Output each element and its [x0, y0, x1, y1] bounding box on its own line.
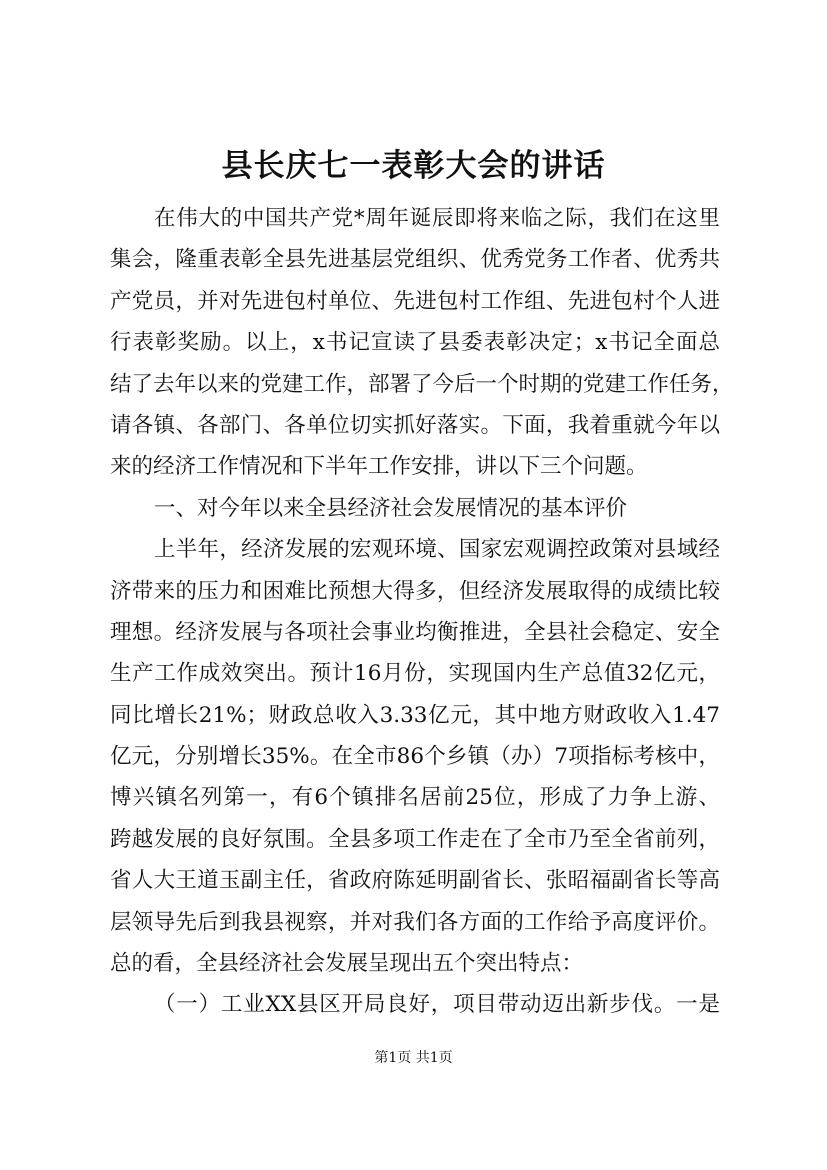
text-line: （一）工业XX县区开局良好，项目带动迈出新步伐。一是 [154, 992, 720, 1018]
text-line: 结了去年以来的党建工作，部署了今后一个时期的党建工作任务， [110, 371, 734, 397]
text-line: 来的经济工作情况和下半年工作安排，讲以下三个问题。 [110, 454, 648, 480]
text-line: 跨越发展的良好氛围。全县多项工作走在了全市乃至全省前列， [110, 826, 720, 852]
text-line: 一、对今年以来全县经济社会发展情况的基本评价 [154, 495, 628, 521]
text-line: 层领导先后到我县视察，并对我们各方面的工作给予高度评价。 [110, 909, 720, 935]
document-title: 县长庆七一表彰大会的讲话 [221, 148, 606, 184]
text-line: 集会，隆重表彰全县先进基层党组织、优秀党务工作者、优秀共 [110, 247, 720, 273]
text-line: 在伟大的中国共产党*周年诞辰即将来临之际，我们在这里 [154, 206, 720, 231]
text-line: 生产工作成效突出。预计16月份，实现国内生产总值32亿元， [110, 661, 720, 687]
text-line: 请各镇、各部门、各单位切实抓好落实。下面，我着重就今年以 [110, 412, 720, 438]
text-line: 同比增长21%；财政总收入3.33亿元，其中地方财政收入1.47 [110, 702, 720, 728]
text-line: 产党员，并对先进包村单位、先进包村工作组、先进包村个人进 [110, 288, 720, 314]
text-line: 亿元，分别增长35%。在全市86个乡镇（办）7项指标考核中， [110, 744, 720, 770]
text-line: 行表彰奖励。以上，x书记宣读了县委表彰决定；x书记全面总 [110, 330, 720, 356]
text-line: 博兴镇名列第一，有6个镇排名居前25位，形成了力争上游、 [110, 785, 720, 811]
text-line: 上半年，经济发展的宏观环境、国家宏观调控政策对县域经 [154, 537, 720, 563]
document-body [110, 198, 734, 1026]
text-line: 理想。经济发展与各项社会事业均衡推进，全县社会稳定、安全 [110, 619, 720, 645]
text-line: 省人大王道玉副主任，省政府陈延明副省长、张昭福副省长等高 [110, 868, 720, 894]
text-line: 总的看，全县经济社会发展呈现出五个突出特点： [110, 951, 584, 977]
text-line: 济带来的压力和困难比预想大得多，但经济发展取得的成绩比较 [110, 578, 720, 604]
page-footer: 第1页 共1页 [374, 1050, 453, 1066]
